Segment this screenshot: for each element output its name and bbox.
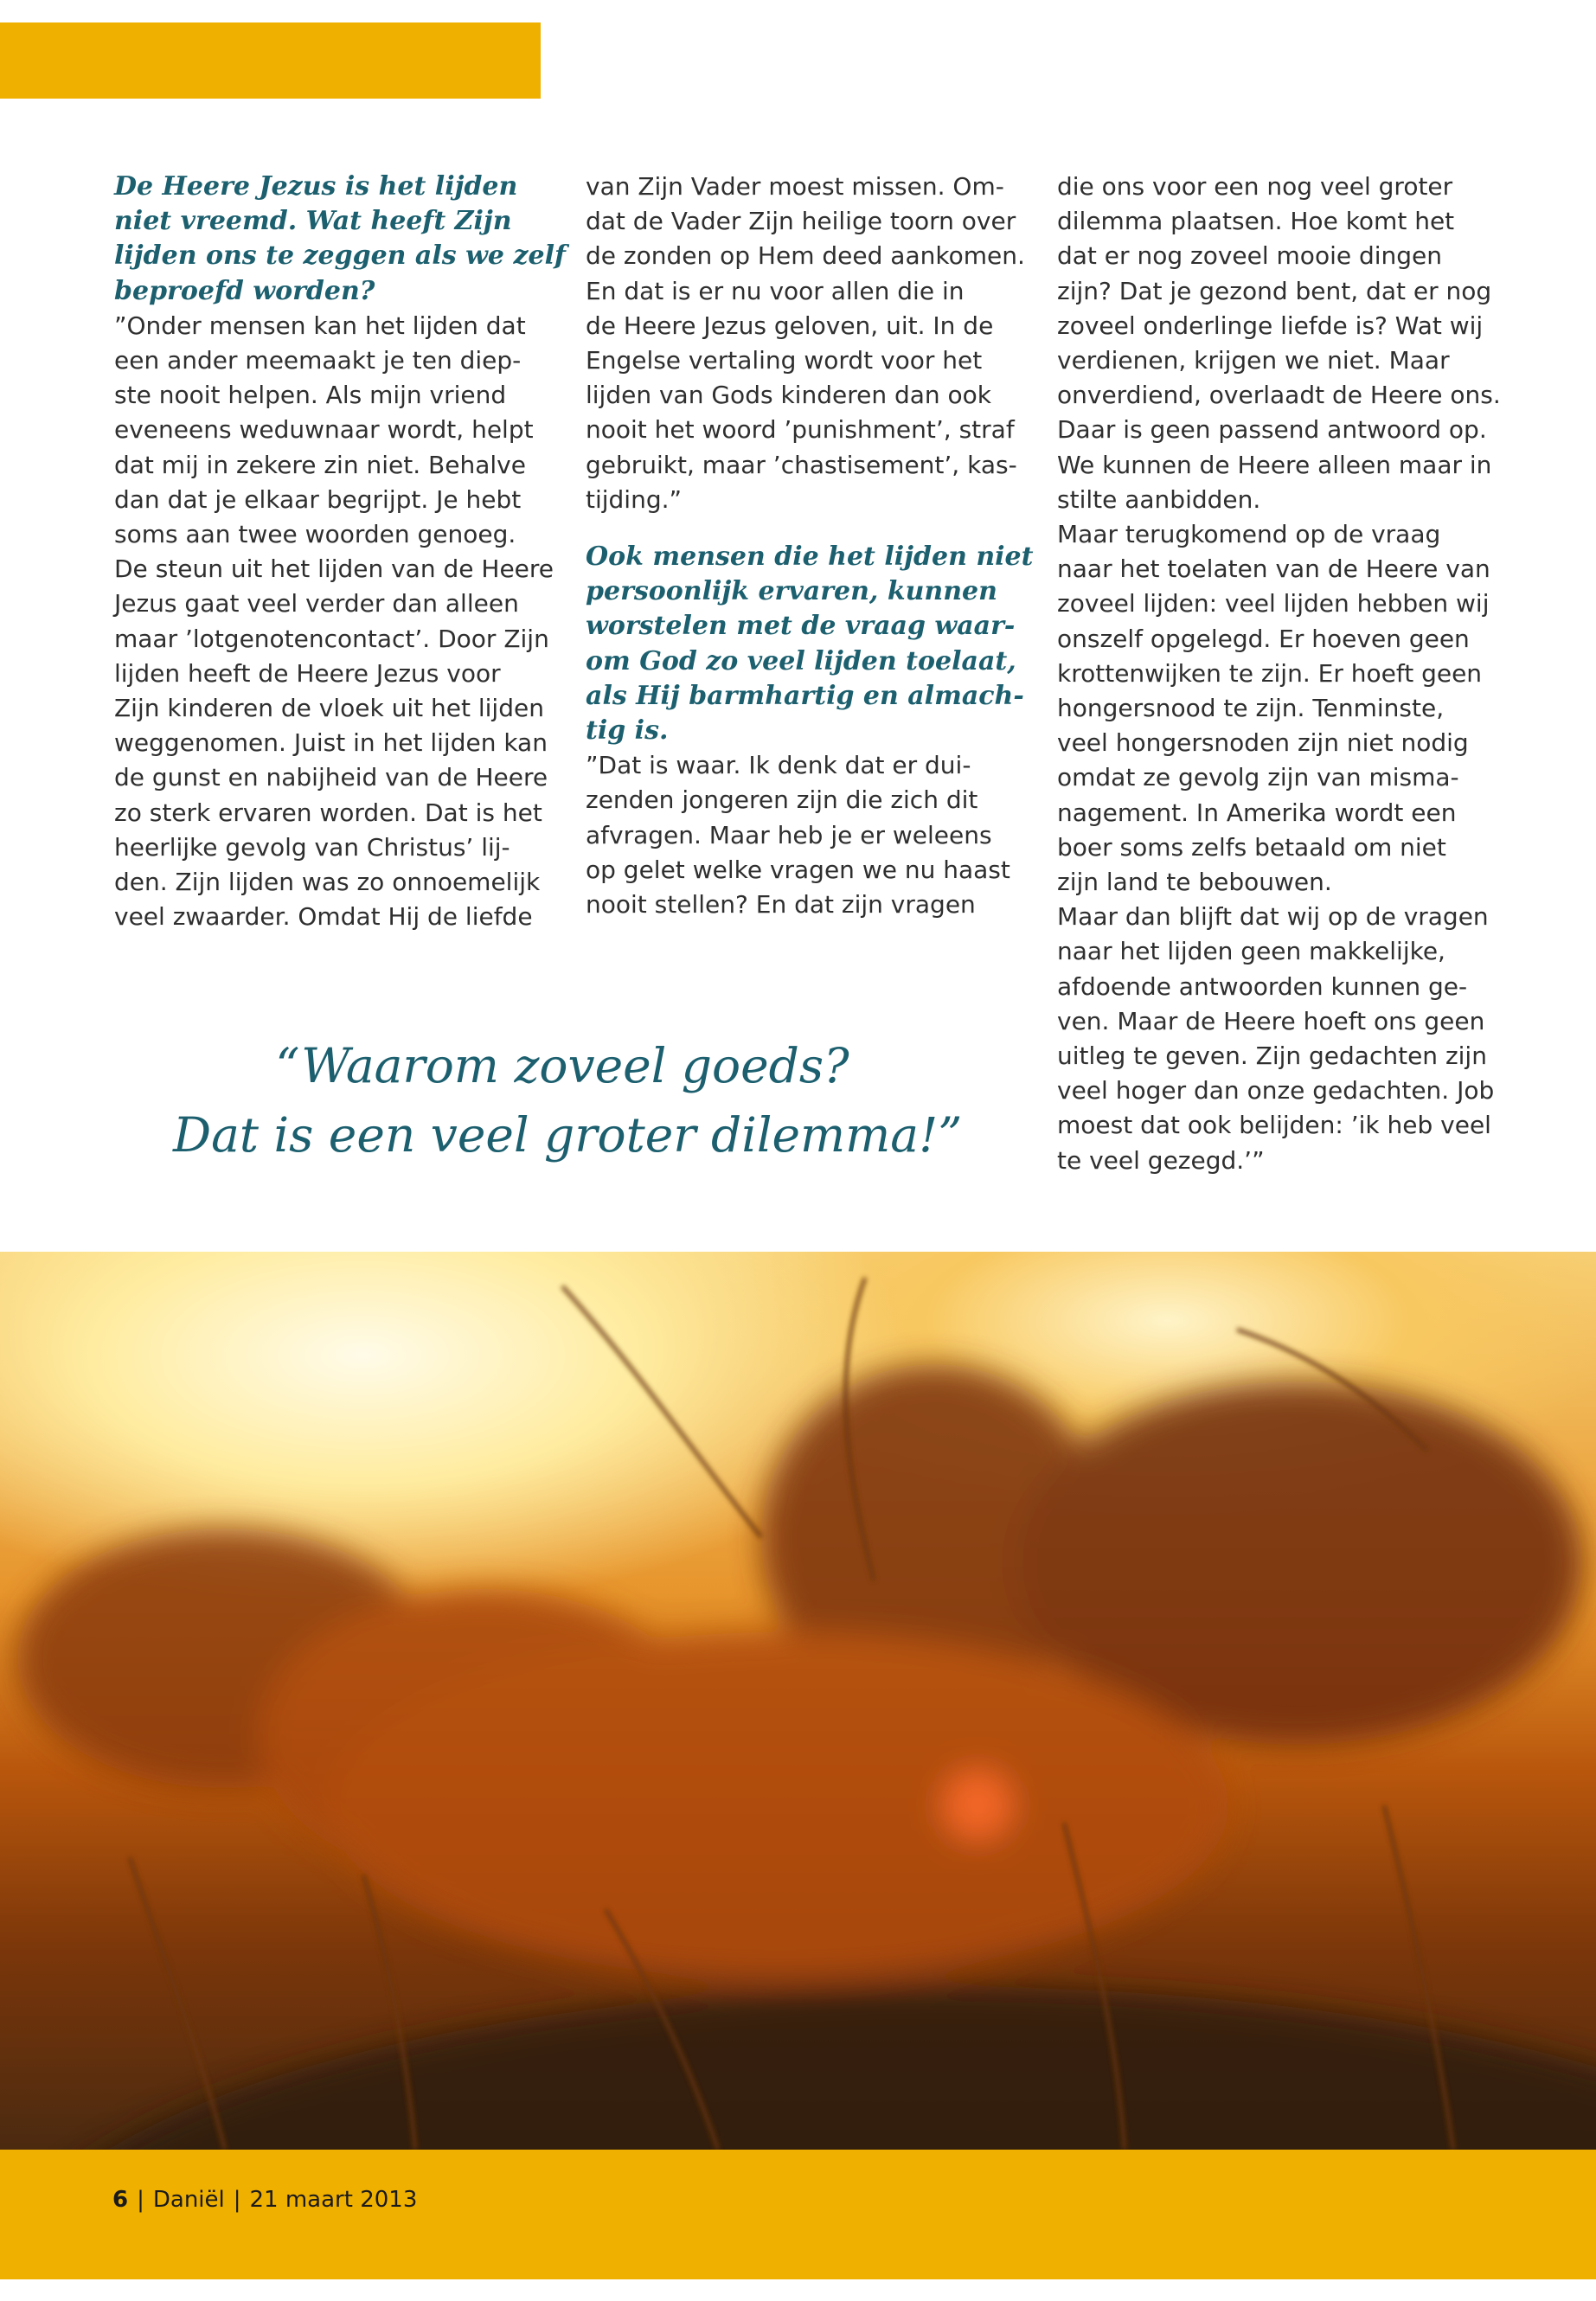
text-line: dat mij in zekere zin niet. Behalve [114,450,526,479]
text-line: omdat ze gevolg zijn van misma- [1057,763,1459,792]
text-line: van Zijn Vader moest missen. Om- [586,172,1004,201]
text-line: om God zo veel lijden toelaat, [586,645,1016,676]
article-column-2 [586,170,1034,922]
pull-quote-line-2: Dat is een veel groter dilemma!” [173,1107,963,1163]
text-line: tijding.” [586,484,683,514]
text-line: zo sterk ervaren worden. Dat is het [114,798,542,827]
text-line: ste nooit helpen. Als mijn vriend [114,381,507,410]
text-line: Jezus gaat veel verder dan alleen [114,589,519,619]
text-line: We kunnen de Heere alleen maar in [1057,450,1492,479]
text-line: lijden van Gods kinderen dan ook [586,381,992,410]
text-line: onszelf opgelegd. Er hoeven geen [1057,624,1470,653]
text-line: En dat is er nu voor allen die in [586,276,965,305]
interview-question [586,540,1034,748]
text-line: zoveel lijden: veel lijden hebben wij [1057,589,1490,619]
text-line: afdoende antwoorden kunnen ge- [1057,971,1468,1001]
text-line: boer soms zelfs betaald om niet [1057,832,1446,862]
text-line: Maar dan blijft dat wij op de vragen [1057,902,1489,932]
paragraph-gap [586,517,1018,540]
photo-illustration [0,1252,1596,2150]
text-line: naar het toelaten van de Heere van [1057,554,1490,584]
text-line: nooit stellen? En dat zijn vragen [586,890,976,920]
text-line: niet vreemd. Wat heeft Zijn [114,206,512,237]
text-line: maar ’lotgenotencontact’. Door Zijn [114,624,549,653]
text-line: hongersnood te zijn. Tenminste, [1057,694,1445,723]
interview-question [114,170,566,309]
pull-quote [173,1031,963,1170]
footer-separator: | [137,2187,144,2213]
text-line: als Hij barmhartig en almach- [586,680,1024,711]
text-line: lijden ons te zeggen als we zelf [114,240,566,272]
article-column-1 [114,170,566,934]
text-line: Engelse vertaling wordt voor het [586,346,983,375]
text-line: zijn land te bebouwen. [1057,868,1332,897]
sunset-grass-photo [0,1252,1596,2150]
text-line: eveneens weduwnaar wordt, helpt [114,415,534,445]
text-line: uitleg te geven. Zijn gedachten zijn [1057,1042,1487,1071]
text-line: de gunst en nabijheid van de Heere [114,763,548,792]
page-number: 6 [112,2187,129,2213]
text-line: Daar is geen passend antwoord op. [1057,415,1487,445]
header-color-tab [0,22,541,99]
text-line: zenden jongeren zijn die zich dit [586,785,978,815]
column-body-text [586,170,1025,517]
text-line: dan dat je elkaar begrijpt. Je hebt [114,484,522,514]
text-line: naar het lijden geen makkelijke, [1057,937,1445,966]
footer-bar [0,2150,1596,2279]
text-line: den. Zijn lijden was zo onnoemelijk [114,868,541,897]
text-line: de zonden op Hem deed aankomen. [586,241,1025,271]
column-body-text [586,748,1018,922]
text-line: zoveel onderlinge liefde is? Wat wij [1057,311,1484,340]
text-line: ”Onder mensen kan het lijden dat [114,311,526,340]
text-line: moest dat ook belijden: ’ik heb veel [1057,1111,1491,1140]
magazine-name: Daniël [152,2187,225,2213]
footer-separator: | [233,2187,241,2213]
text-line: de Heere Jezus geloven, uit. In de [586,311,994,340]
text-line: weggenomen. Juist in het lijden kan [114,728,548,758]
text-line: beproefd worden? [114,275,375,306]
text-line: afvragen. Maar heb je er weleens [586,820,992,849]
text-line: soms aan twee woorden genoeg. [114,520,516,549]
text-line: die ons voor een nog veel groter [1057,172,1453,201]
text-line: gebruikt, maar ’chastisement’, kas- [586,450,1017,479]
text-line: veel hongersnoden zijn niet nodig [1057,728,1469,758]
column-body-text [1057,170,1507,1178]
text-line: verdienen, krijgen we niet. Maar [1057,346,1450,375]
text-line: zijn? Dat je gezond bent, dat er nog [1057,276,1492,305]
text-line: dilemma plaatsen. Hoe komt het [1057,207,1455,236]
text-line: veel hoger dan onze gedachten. Job [1057,1076,1495,1106]
text-line: dat de Vader Zijn heilige toorn over [586,207,1016,236]
text-line: lijden heeft de Heere Jezus voor [114,658,501,688]
text-line: dat er nog zoveel mooie dingen [1057,241,1443,271]
text-line: Maar terugkomend op de vraag [1057,520,1441,549]
footer-pagination [112,2187,417,2213]
text-line: ”Dat is waar. Ik denk dat er dui- [586,751,971,780]
article-column-3 [1057,170,1507,1178]
text-line: ven. Maar de Heere hoeft ons geen [1057,1006,1485,1035]
pull-quote-line-1: “Waarom zoveel goeds? [275,1038,849,1093]
issue-date: 21 maart 2013 [249,2187,418,2213]
text-line: De Heere Jezus is het lijden [114,171,518,202]
text-line: nagement. In Amerika wordt een [1057,798,1457,827]
text-line: een ander meemaakt je ten diep- [114,346,522,375]
column-body-text [114,309,554,935]
text-line: Zijn kinderen de vloek uit het lijden [114,694,544,723]
text-line: stilte aanbidden. [1057,484,1261,514]
text-line: veel zwaarder. Omdat Hij de liefde [114,902,533,932]
text-line: te veel gezegd.’” [1057,1145,1265,1175]
text-line: heerlijke gevolg van Christus’ lij- [114,832,510,862]
text-line: Ook mensen die het lijden niet [586,542,1034,573]
text-line: nooit het woord ’punishment’, straf [586,415,1015,445]
text-line: op gelet welke vragen we nu haast [586,855,1010,884]
text-line: De steun uit het lijden van de Heere [114,554,554,584]
text-line: persoonlijk ervaren, kunnen [586,576,997,607]
text-line: krottenwijken te zijn. Er hoeft geen [1057,658,1483,688]
text-line: worstelen met de vraag waar- [586,611,1016,642]
text-line: onverdiend, overlaadt de Heere ons. [1057,381,1501,410]
text-line: tig is. [586,715,669,747]
